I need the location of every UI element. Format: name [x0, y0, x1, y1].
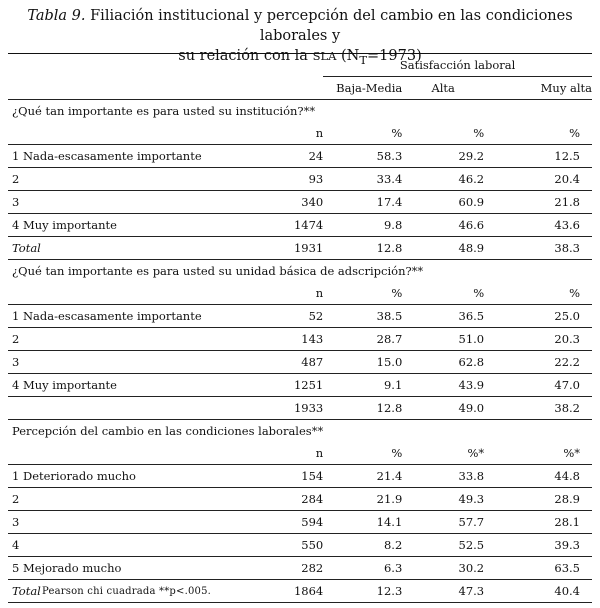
- footnote: Pearson chi cuadrada **p<.005.: [42, 586, 212, 597]
- caption-title-line-1: Filiación institucional y percepción del cambio en las condiciones laborales y: [90, 8, 573, 44]
- col-header-baja-media: Baja-Media: [323, 77, 402, 100]
- section-question: ¿Qué tan importante es para usted su unidad básica de adscripción?**: [12, 264, 424, 278]
- table-row: 4 550 8.2 52.5 39.3: [8, 534, 592, 557]
- header-row-group: [8, 54, 592, 77]
- section-heading: [8, 260, 592, 283]
- section-question: Percepción del cambio en las condiciones laborales**: [12, 424, 324, 438]
- col-header-muy-alta: Muy alta: [484, 77, 592, 100]
- total-row: 1933 12.8 49.0 38.2: [8, 397, 592, 420]
- table-row: 5 Mejorado mucho 282 6.3 30.2 63.5: [8, 557, 592, 580]
- section-question: ¿Qué tan importante es para usted su institución?**: [12, 104, 316, 118]
- total-row: Total 1864 12.3 47.3 40.4: [8, 580, 592, 603]
- table-row: 2 93 33.4 46.2 20.4: [8, 168, 592, 191]
- data-table: [8, 53, 592, 603]
- table-row: 4 Muy importante 1251 9.1 43.9 47.0: [8, 374, 592, 397]
- caption-line-1: [8, 6, 592, 46]
- table-row: 1 Deteriorado mucho 154 21.4 33.8 44.8: [8, 465, 592, 488]
- table-row: 3 594 14.1 57.7 28.1: [8, 511, 592, 534]
- table-row: 3 340 17.4 60.9 21.8: [8, 191, 592, 214]
- table-row: 2 284 21.9 49.3 28.9: [8, 488, 592, 511]
- group-header: Satisfacción laboral: [323, 54, 592, 77]
- units-row: n % % %: [8, 282, 592, 305]
- table-row: 2 143 28.7 51.0 20.3: [8, 328, 592, 351]
- table-row: 4 Muy importante 1474 9.8 46.6 43.6: [8, 214, 592, 237]
- sla-abbrev: SLA: [312, 49, 337, 63]
- section-heading: [8, 420, 592, 443]
- col-header-alta: Alta: [402, 77, 484, 100]
- caption-line-2: su relación con la SLA $(N_T=1973)$: [178, 48, 422, 67]
- header-row-columns: [8, 77, 592, 100]
- units-row: n % %* %*: [8, 442, 592, 465]
- units-row: n % % %: [8, 122, 592, 145]
- total-row: Total 1931 12.8 48.9 38.3: [8, 237, 592, 260]
- table-label: Tabla 9.: [27, 8, 86, 24]
- table-row: 3 487 15.0 62.8 22.2: [8, 351, 592, 374]
- table-row: 1 Nada-escasamente importante 24 58.3 29.2 12.5: [8, 145, 592, 168]
- section-heading: [8, 100, 592, 123]
- table-row: 1 Nada-escasamente importante 52 38.5 36.5 25.0: [8, 305, 592, 328]
